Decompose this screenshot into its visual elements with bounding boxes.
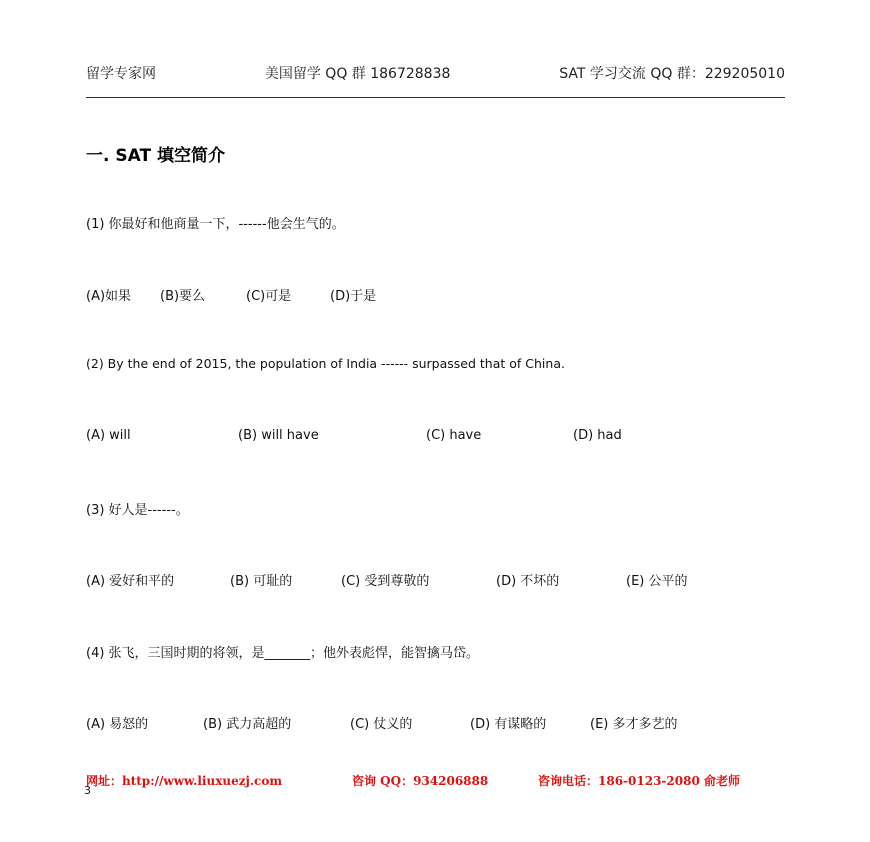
footer-phone: 咨询电话：186-0123-2080 俞老师 <box>538 774 740 788</box>
option-b: (B)要么 <box>160 289 206 304</box>
option-d: (D) 不坏的 <box>496 574 560 589</box>
option-b: (B) 武力高超的 <box>203 717 292 732</box>
page-header <box>86 63 785 83</box>
question-2: (2) By the end of 2015, the population of India ------ surpassed that of China. <box>86 356 565 371</box>
option-c: (C)可是 <box>246 289 292 304</box>
question-1: (1) 你最好和他商量一下，------他会生气的。 <box>86 217 345 232</box>
option-d: (D) 有谋略的 <box>470 717 547 732</box>
option-c: (C) 仗义的 <box>350 717 413 732</box>
option-a: (A) will <box>86 428 131 443</box>
header-site: 留学专家网 <box>86 66 156 82</box>
header-us-group: 美国留学 QQ 群 186728838 <box>264 66 451 82</box>
option-c: (C) have <box>426 428 482 443</box>
option-b: (B) will have <box>238 428 319 443</box>
option-c: (C) 受到尊敬的 <box>341 574 430 589</box>
question-4: (4) 张飞，三国时期的将领，是_______；他外表彪悍，能智擒马岱。 <box>86 646 480 661</box>
option-e: (E) 公平的 <box>626 574 688 589</box>
option-d: (D) had <box>573 428 622 443</box>
footer-qq: 咨询 QQ：934206888 <box>352 774 489 788</box>
option-a: (A) 爱好和平的 <box>86 574 175 589</box>
option-e: (E) 多才多艺的 <box>590 717 678 732</box>
option-a: (A)如果 <box>86 289 132 304</box>
option-b: (B) 可耻的 <box>230 574 293 589</box>
section-title: 一. SAT 填空简介 <box>86 146 225 166</box>
footer-website: 网址：http://www.liuxuezj.com <box>86 774 283 788</box>
option-a: (A) 易怒的 <box>86 717 149 732</box>
header-divider <box>86 97 785 98</box>
option-d: (D)于是 <box>330 289 377 304</box>
page-number: 3 <box>84 784 91 797</box>
question-3: (3) 好人是------。 <box>86 503 189 518</box>
header-sat-group: SAT 学习交流 QQ 群：229205010 <box>559 66 785 82</box>
